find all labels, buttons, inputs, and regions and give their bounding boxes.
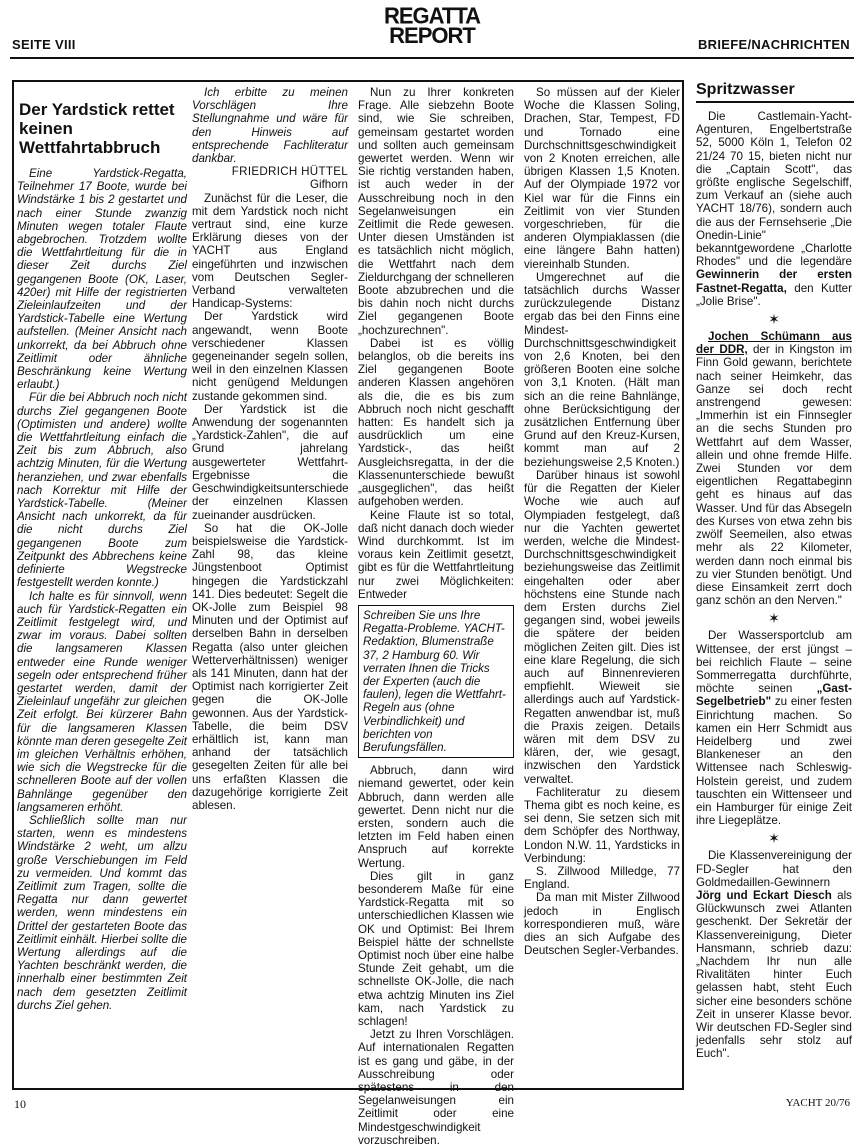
reply-paragraph: Umgerechnet auf die tatsächlich durchs Wasser zurückzulegende Distanz ergab das bei den Finns eine Mindest-Durchschnittsgeschwindigkeit von 2,6 Knoten, bei den größeren Booten eine solche von 3,1 Knoten. (Hält man sich an die reine Bahnlänge, ohne Berücksichtigung der zusätzlichen Entfernung über Grund auf den Kreuz-Kursen, kommt man auf 2 beziehungsweise 2,5 Knoten.): [524, 270, 680, 469]
news-highlight: „Gast-Segelbetrieb": [696, 682, 852, 709]
reply-paragraph: Abbruch, dann wird niemand gewertet, oder kein Abbruch, dann werden alle gewertet. Denn nicht nur die ersten, sondern auch die letzten im Feld haben einen Anspruch auf korrekte Wertung.: [358, 764, 514, 870]
section-category: BRIEFE/NACHRICHTEN: [697, 37, 850, 52]
reply-paragraph: So müssen auf der Kieler Woche die Klassen Soling, Drachen, Star, Tempest, FD und Tornado eine Durchschnittsgeschwindigkeit von 2 Knoten erreichen, alle übrigen Klassen 1,5 Knoten. Auf der Olympiade 1972 vor Kiel war für die Finns ein Zeitlimit von vier Stunden vorgeschrieben, für die anderen Olympiaklassen (die eine längere Bahn hatten) viereinhalb Stunden.: [524, 86, 680, 271]
news-text: Die Castlemain-Yacht-Agenturen, Engelbertstraße 52, 5000 Köln 1, Telefon 02 21/24 70 15, bieten nicht nur die „Captain Scott", das größte englische Segelschiff, zum Verkauf an (siehe auch YACHT 18/76), sondern auch die aus der Fernsehserie „Die Onedin-Linie" bekanntgewordene „Charlotte Rhodes" und die legendäre: [696, 110, 852, 269]
article-column-3: [358, 86, 514, 1147]
star-separator-icon: ✶: [768, 830, 780, 847]
header-divider: [10, 57, 854, 59]
reply-paragraph: Da man mit Mister Zillwood jedoch in Englisch korrespondieren muß, wäre dies an sich Aufgabe des Deutschen Segler-Verbandes.: [524, 891, 680, 958]
news-text: den Kutter „Jolie Brise".: [696, 281, 852, 308]
reply-paragraph: Keine Flaute ist so total, daß nicht danach doch wieder Wind durchkommt. Ist im voraus kein Zeitlimit gesetzt, gibt es für die Wettfahrtleitung nur zwei Möglichkeiten: Entweder: [358, 508, 514, 601]
issue-label: YACHT 20/76: [785, 1097, 850, 1109]
article-column-1: [17, 86, 187, 1012]
news-highlight: Jörg und Eckart Diesch: [696, 888, 832, 902]
masthead-line-2: REPORT: [389, 23, 475, 48]
news-highlight: Gewinnerin der ersten Fastnet-Regatta,: [696, 268, 852, 295]
letter-paragraph: Eine Yardstick-Regatta, Teilnehmer 17 Boote, wurde bei Windstärke 1 bis 2 gestartet und nach einer Stunde zwanzig Minuten wegen totaler Flaute abgebrochen. Trotzdem wollte die Wettfahrtleitung für die in dieser Zeit durchs Ziel gegangenen Boote (OK, Laser, 420er) mit Hilfe der registrierten Zieleinlaufzeiten und der Yardstick-Tabelle eine Wertung aufstellen. (Meiner Ansicht nach unkorrekt, da bei Abbruch ohne Zeitlimit oder ähnliche Beschränkung keine Wertung erlaubt.): [17, 167, 187, 392]
star-separator-icon: ✶: [768, 610, 780, 627]
news-text: Der Wassersportclub am Wittensee, der erst jüngst – bei reichlich Flaute – seine Sommerregatta durchführte, möchte seinen: [696, 629, 852, 696]
letter-paragraph: Ich erbitte zu meinen Vorschlägen Ihre Stellungnahme und wäre für den Hinweis auf entsprechende Fachliteratur dankbar.: [192, 86, 348, 166]
reader-notice-box: [358, 605, 514, 758]
reply-paragraph: Dies gilt in ganz besonderem Maße für eine Yardstick-Regatta mit so unterschiedlichen Klassen wie OK und Optimist: Bei Ihrem Beispiel hätte der schnellste Optimist noch über eine halbe Stunde Zeit gehabt, um die schnellste OK-Jolle, die nach etwa achtzig Minuten ins Ziel kam, nach Yardstick zu schlagen!: [358, 869, 514, 1029]
masthead-line-1: REGATTA: [383, 2, 481, 29]
news-column: [696, 110, 852, 1061]
reader-notice-text: Schreiben Sie uns Ihre Regatta-Probleme. YACHT-Redaktion, Blumenstraße 37, 2 Hamburg 60. Wir verraten Ihnen die Tricks der Experten (auch die faulen), legen die Wettfahrt-Regeln aus (ohne Verbindlichkeit) und berichten von Berufungsfällen.: [363, 608, 506, 754]
signature-place: Gifhorn: [309, 178, 348, 192]
star-separator-icon: ✶: [768, 311, 780, 328]
reply-paragraph: Dabei ist es völlig belanglos, ob die bereits ins Ziel gegangenen Boote anderen Klassen angehören als die, die es bis zum Abbruch noch nicht geschafft hatten: Es handelt sich ja ausdrücklich um eine Yardstick-, das heißt Ausgleichsregatta, in der die Klassenunterschiede bewußt „ausgeglichen", das heißt aufgehoben werden.: [358, 336, 514, 509]
reply-paragraph: Fachliteratur zu diesem Thema gibt es noch keine, es sei denn, Sie setzen sich mit dem Schöpfer des Northway, London N.W. 11, Yardsticks in Verbindung:: [524, 785, 680, 865]
news-text: Die Klassenvereinigung der FD-Segler hat den Goldmedaillen-Gewinnern: [696, 849, 852, 889]
news-text: als Glückwunsch zwei Atlanten geschenkt. Der Sekretär der Klassenvereinigung, Dieter Hansmann, schrieb dazu: „Nachdem Ihr nun alle Rivalitäten hinter Euch gelassen habt, steht Euch sicher eine besonders schöne Zeit in unserer Klasse bevor. Wir deutschen FD-Segler sind jedenfalls sehr stolz auf Euch".: [696, 888, 852, 1061]
section-label: SEITE VIII: [12, 37, 76, 52]
news-item: [696, 110, 852, 308]
reply-paragraph: So hat die OK-Jolle beispielsweise die Yardstick-Zahl 98, das kleine Jüngstenboot Optimist hingegen die Yardstickzahl 141. Dies bedeutet: Segelt die OK-Jolle zum Beispiel 98 Minuten und der Optimist auf derselben Bahn in derselben Regatta (also unter gleichen Wetterverhältnissen) weniger als 141 Minuten, dann hat der Optimist nach korrigierter Zeit gegen die OK-Jolle gewonnen. Aus der Yardstick-Tabelle, die beim DSV erhältlich ist, kann man anhand der tatsächlich gesegelten Zeiten für alle bei uns erfaßten Klassen die dazugehörige korrigierte Zeit ablesen.: [192, 521, 348, 812]
letter-paragraph: Für die bei Abbruch noch nicht durchs Ziel gegangenen Boote (Optimisten und andere) wollte die Wettfahrtleitung einfach die Zeit bis zum Abbruch, also achtzig Minuten, für die Wertung heranziehen, und zwar ebenfalls nach Korrektur mit Hilfe der Yardstick-Tabelle. (Meiner Ansicht nach unkorrekt, da für die nicht durchs Ziel gegangenen Boote zum Zeitpunkt des Abbrechens keine definierte Wegstrecke festgestellt werden konnte.): [17, 391, 187, 590]
news-column-title: Spritzwasser: [696, 81, 854, 103]
news-item: [696, 330, 852, 607]
reply-paragraph: Der Yardstick ist die Anwendung der sogenannten „Yardstick-Zahlen", die auf Grund jahrelang ausgewerteter Wettfahrt-Ergebnisse die Geschwindigkeitsunterschiede der einzelnen Klassen zueinander ausdrücken.: [192, 402, 349, 522]
reply-paragraph: Nun zu Ihrer konkreten Frage. Alle siebzehn Boote sind, wie Sie schreiben, gemeinsam gestartet worden und sollten auch gemeinsam gewertet werden. Wenn wir Sie richtig verstanden haben, ist auch weder in der Ausschreibung noch in den Segelanweisungen ein Zeitlimit die Rede gewesen. Unter diesen Umständen ist es tatsächlich nicht möglich, die Wettfahrt nach dem Zieldurchgang der schnelleren Boote abzubrechen und die bis dahin noch nicht durchs Ziel gegangenen Boote „hochzurechnen".: [358, 86, 514, 337]
news-item: [696, 849, 852, 1060]
reply-paragraph: Der Yardstick wird angewandt, wenn Boote verschiedener Klassen gegeneinander segeln sollen, weil in den einzelnen Klassen nicht genügend Meldungen zustande gekommen sind.: [192, 310, 348, 403]
news-item: [696, 629, 852, 827]
page-number: 10: [14, 1097, 26, 1111]
article-column-4: [524, 86, 680, 957]
letter-paragraph: Ich halte es für sinnvoll, wenn auch für Yardstick-Regatten ein Zeitlimit festgelegt wird, und zwar im voraus. Dabei sollten die langsameren Klassen entweder eine Runde weniger segeln oder entsprechend früher gestartet werden, damit der Zieleinlauf ungefähr zur gleichen Zeit erfolgt. Bei kürzerer Bahn für die langsameren Klassen könnte man deren gesegelte Zeit im gleichen Verhältnis erhöhen, wie sich die Wegstrecke für die schnelleren Boote auf der vollen Bahnlänge gegenüber den langsameren erhöht.: [17, 589, 187, 814]
news-text: der in Kingston im Finn Gold gewann, berichtete nach seiner Heimkehr, das Ganze sei doch recht anstrengend gewesen: „Immerhin ist ein Finnsegler an die sechs Stunden pro Wettfahrt auf dem Wasser, allein und ohne fremde Hilfe. Zwei Stunden vor dem eigentlichen Regattabeginn geht es hinaus auf das Wasser. Und für das Absegeln des Kurses von etwa zehn bis zwölf Seemeilen, also etwas mehr als 22 Kilometer, werden dann noch einmal bis zu vier Stunden benötigt. Und diese Einsamkeit zerrt doch ganz schön an den Nerven.": [696, 343, 852, 608]
reply-paragraph: Jetzt zu Ihren Vorschlägen. Auf internationalen Regatten ist es gang und gäbe, in der Ausschreibung oder spätestens in den Segelanweisungen ein Zeitlimit oder eine Mindestgeschwindigkeit vorzuschreiben.: [358, 1028, 514, 1147]
reply-paragraph: Darüber hinaus ist sowohl für die Regatten der Kieler Woche wie auch auf Olympiaden festgelegt, daß nur die Yachten gewertet werden, welche die Mindest-Durchschnittsgeschwindigkeit beziehungsweise das Zeitlimit eingehalten oder aber höchstens eine Stunde nach dem Ersten durchs Ziel gegangen sind, wobei jeweils die spätere der beiden möglichen Zeiten gilt. Dies ist eine klare Regelung, die sich auch auf Binnenrevieren empfiehlt. Wieweit sie allerdings auch auf Yardstick-Regatten anwendbar ist, muß die Praxis zeigen. Details wären mit dem DSV zu klären, der, wie gesagt, inzwischen den Yardstick verwaltet.: [524, 468, 680, 786]
signature-name: FRIEDRICH HÜTTEL: [231, 165, 348, 179]
letter-paragraph: Schließlich sollte man nur starten, wenn es mindestens Windstärke 2 weht, um allzu große Verschiebungen im Feld zu vermeiden. Und kommt das Zeitlimit zum Tragen, sollte die Regatta nur dann gewertet werden, wenn mindestens ein Drittel der gestarteten Boote das Zeitlimit einhält. Hierbei sollte die Wertung allerdings auf die Yachten beschränkt werden, die innerhalb einer bestimmten Zeit nach dem gesetzten Zeitlimit durchs Ziel gehen.: [17, 813, 187, 1012]
reply-paragraph: S. Zillwood Milledge, 77 England.: [524, 864, 680, 892]
news-highlight: Jochen Schümann aus der DDR,: [696, 330, 852, 357]
article-column-2: [192, 86, 348, 812]
news-text: zu einer festen Einrichtung machen. So kamen ein Herr Schmidt aus Heidelberg und zwei Blankeneser an den Wittensee nach Schleswig-Holstein gereist, und zudem tauschten ein Wittenseer und ein Hamburger für einige Zeit ihre Liegeplätze.: [696, 695, 852, 828]
reply-paragraph: Zunächst für die Leser, die mit dem Yardstick noch nicht vertraut sind, eine kurze Erklärung dieses von der YACHT aus England eingeführten und inzwischen vom Deutschen Segler-Verband verwalteten Handicap-Systems:: [192, 191, 348, 311]
article-title: Der Yardstick rettet keinen Wettfahrtabbruch: [19, 100, 175, 157]
